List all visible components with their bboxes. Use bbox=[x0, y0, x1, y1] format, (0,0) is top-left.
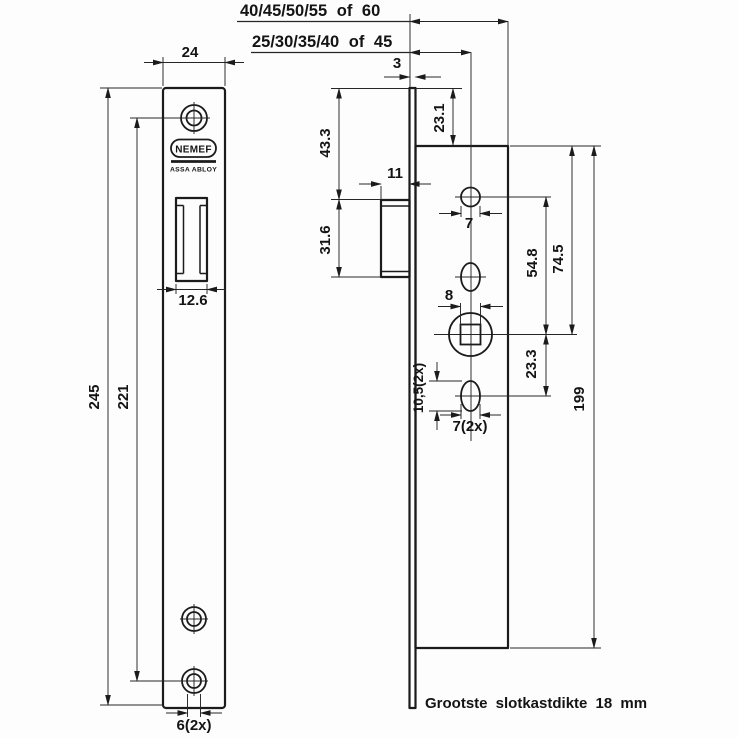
dim-label: 43.3 bbox=[317, 128, 334, 158]
dim-spindle-to-hole bbox=[523, 335, 546, 397]
dim-label: 23.3 bbox=[523, 349, 540, 379]
spindle-hole bbox=[434, 287, 577, 356]
latch-bolt bbox=[381, 200, 410, 277]
dim-label: 54.8 bbox=[524, 248, 541, 278]
dim-label: 10,5(2x) bbox=[411, 362, 426, 414]
slot-upper bbox=[455, 263, 486, 291]
dim-latch-protrusion bbox=[359, 165, 431, 199]
nemef-logo bbox=[170, 140, 217, 174]
dim-label: 221 bbox=[115, 384, 132, 410]
crosshair bbox=[180, 604, 208, 634]
bolt-inner-lines bbox=[381, 206, 410, 272]
top-screw-hole bbox=[178, 102, 210, 134]
dim-label: 6(2x) bbox=[176, 717, 212, 734]
latch-cutout bbox=[176, 198, 207, 281]
bottom-screw-hole-lower bbox=[180, 666, 208, 696]
logo-text: NEMEF bbox=[175, 144, 212, 156]
dim-case-offset-top bbox=[431, 89, 453, 146]
dim-label: 25/30/35/40 of 45 bbox=[252, 33, 393, 51]
dim-case-height bbox=[510, 146, 601, 648]
crosshair bbox=[178, 102, 210, 134]
dim-label: 12.6 bbox=[178, 292, 208, 309]
right-view bbox=[237, 2, 647, 712]
crosshair bbox=[180, 666, 208, 696]
dim-label: 8 bbox=[444, 287, 454, 304]
left-view bbox=[86, 44, 244, 734]
dim-label: 11 bbox=[387, 165, 403, 182]
ext-lines bbox=[331, 200, 381, 278]
dim-faceplate-thickness bbox=[384, 55, 441, 77]
hole-7mm bbox=[439, 188, 551, 233]
dim-label: 199 bbox=[571, 386, 588, 412]
logo-subtext: ASSA ABLOY bbox=[169, 166, 218, 174]
dim-label: 23.1 bbox=[431, 103, 448, 133]
dim-label: 245 bbox=[86, 384, 103, 410]
dim-latch-height bbox=[317, 200, 381, 278]
dim-hole-to-spindle bbox=[524, 197, 546, 335]
dim-label: 40/45/50/55 of 60 bbox=[240, 2, 381, 20]
dim-label: 31.6 bbox=[317, 225, 334, 255]
dim-label: 74.5 bbox=[550, 244, 567, 274]
dim-slot-width bbox=[440, 404, 501, 435]
dim-label: 24 bbox=[181, 44, 199, 61]
dim-case-to-spindle bbox=[550, 146, 572, 335]
dim-screw-distance bbox=[115, 118, 185, 681]
note-max-case-thickness: Grootste slotkastdikte 18 mm bbox=[425, 695, 648, 712]
dim-label: 7 bbox=[464, 215, 474, 232]
ext-lines bbox=[188, 694, 201, 717]
dim-plate-width bbox=[144, 44, 244, 86]
dim-latch-top-offset bbox=[317, 89, 339, 200]
dim-backset-45 bbox=[251, 14, 471, 87]
latch-inner-lines bbox=[176, 206, 207, 274]
bottom-screw-hole-upper bbox=[180, 604, 208, 634]
dim-label: 3 bbox=[392, 55, 402, 72]
slot-lower bbox=[455, 381, 551, 411]
dim-latch-width bbox=[157, 284, 226, 309]
dim-screw-hole-dia bbox=[166, 694, 222, 734]
dim-label: 7(2x) bbox=[452, 418, 488, 435]
dim-backset-60 bbox=[237, 2, 508, 145]
ext-lines bbox=[163, 57, 225, 86]
